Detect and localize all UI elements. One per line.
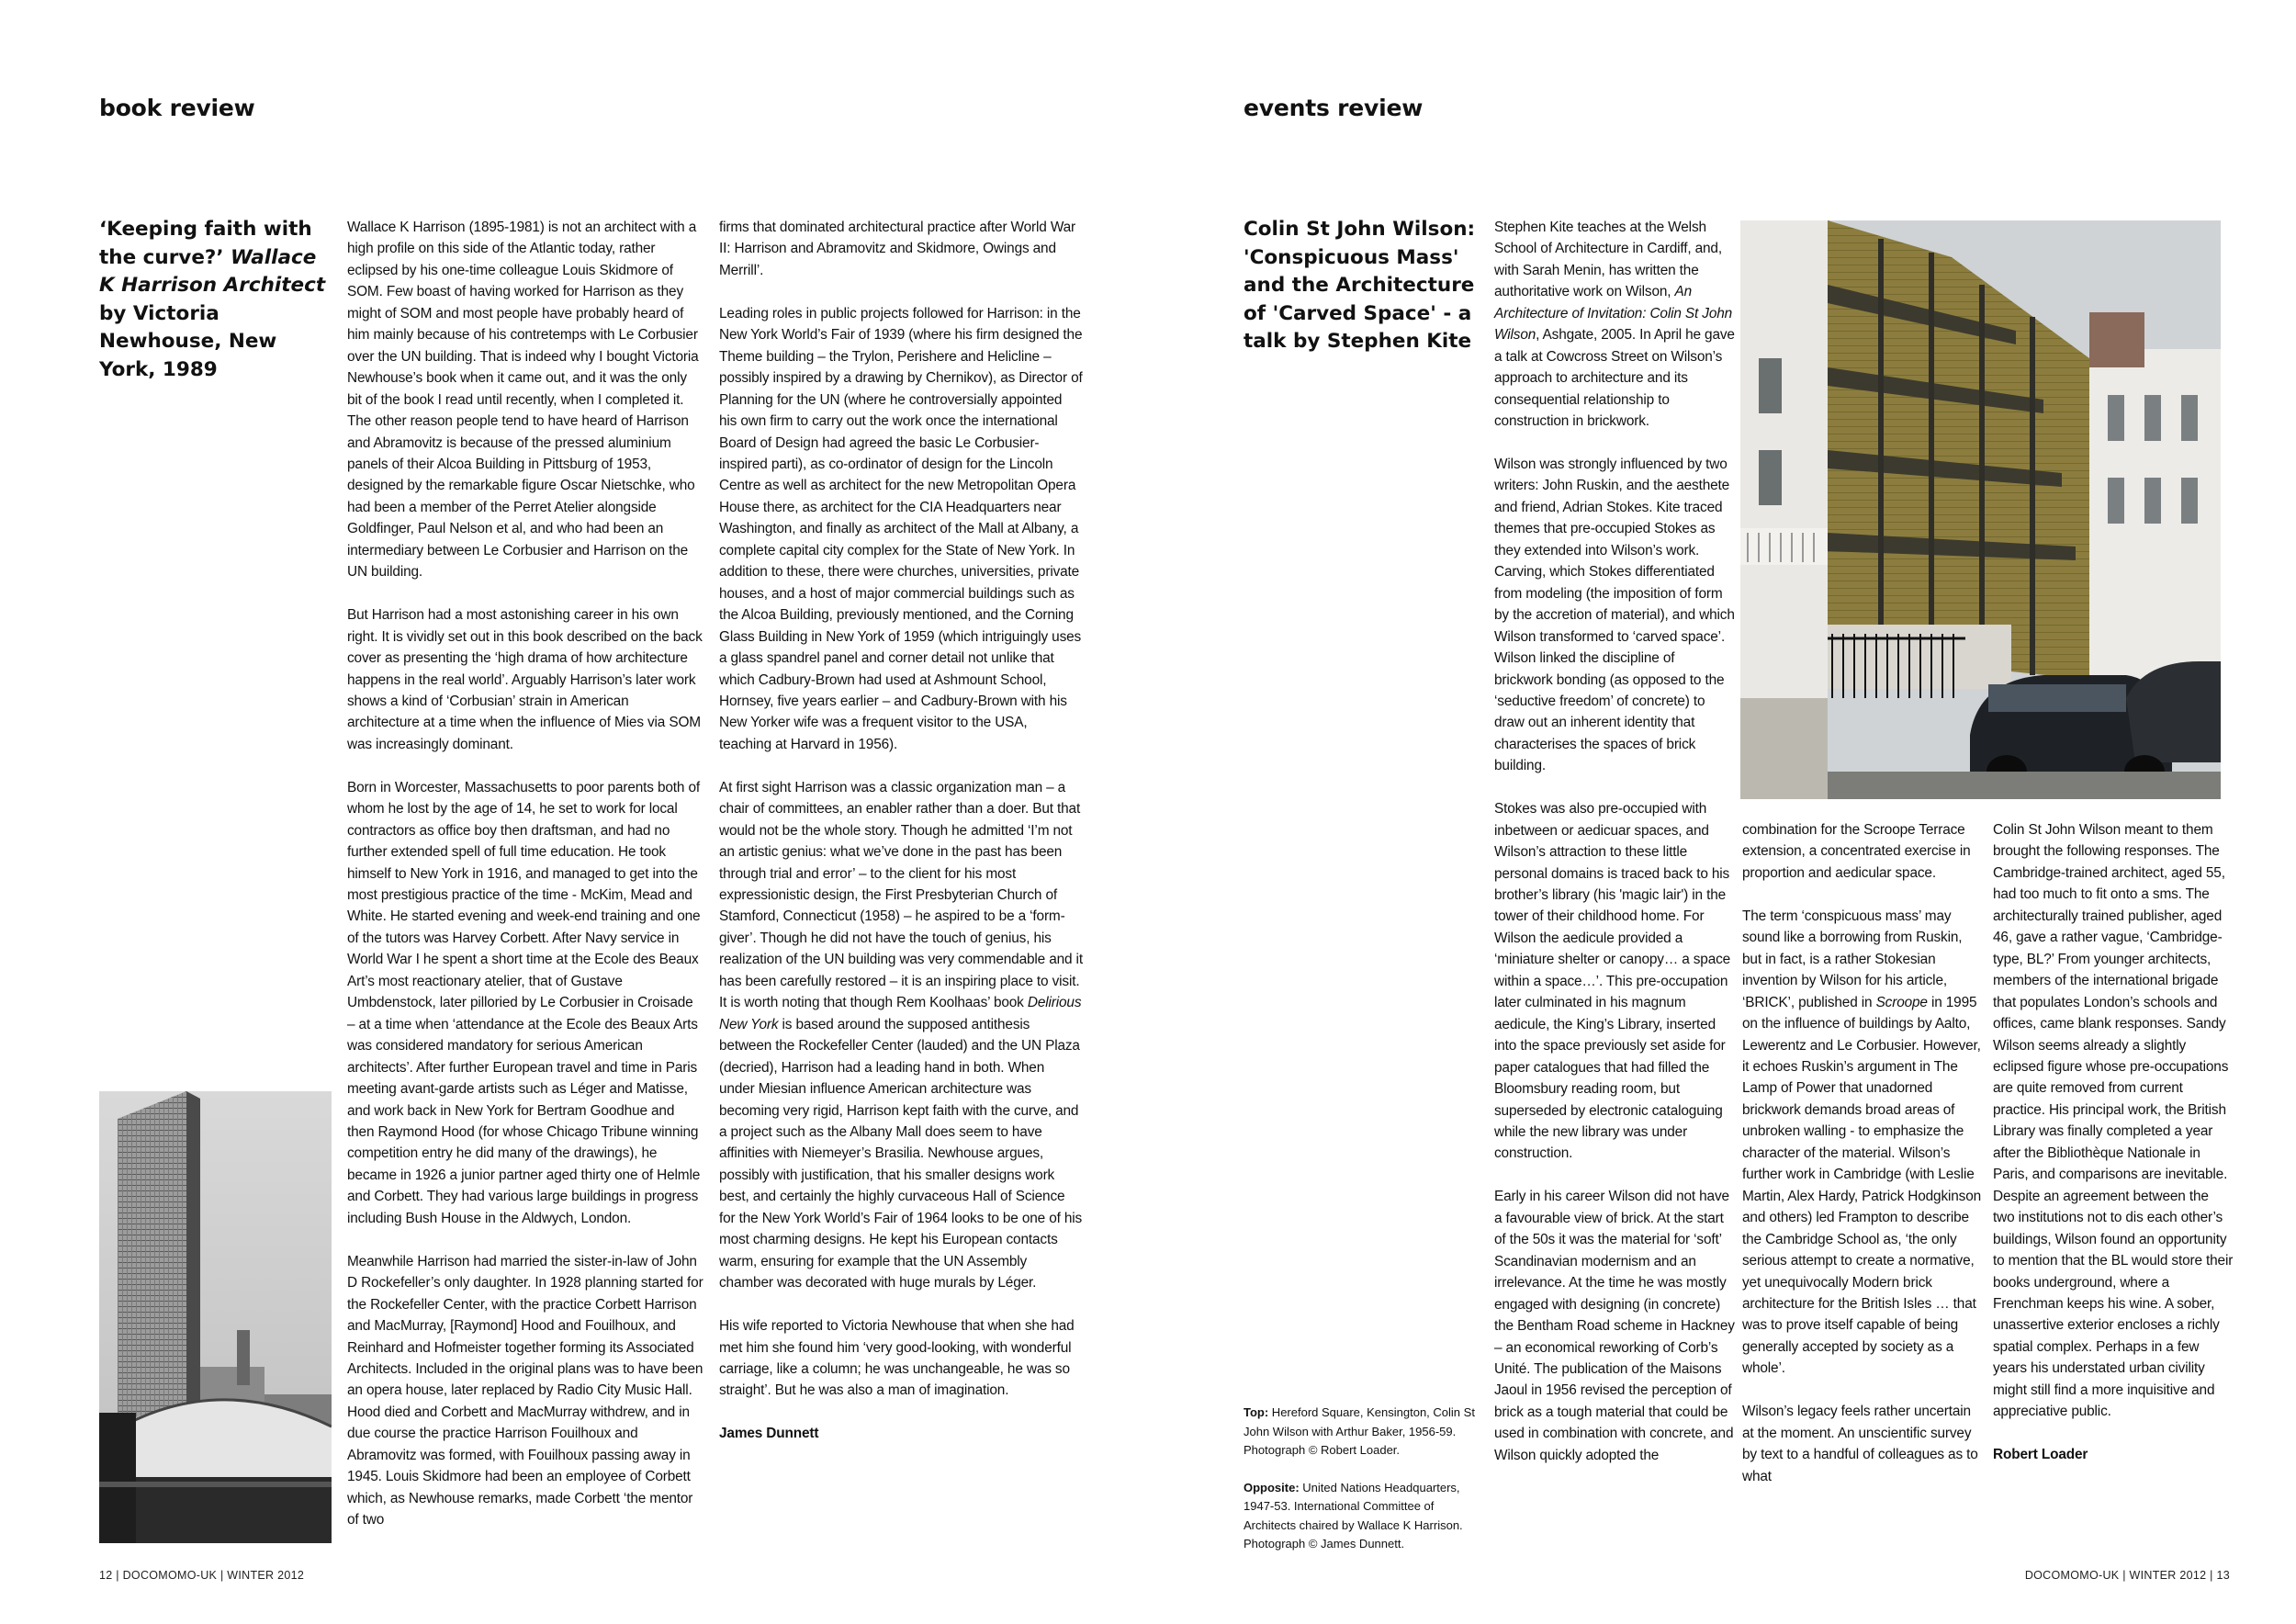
left-page-footer: 12 | DOCOMOMO-UK | WINTER 2012 <box>99 1569 305 1582</box>
paragraph: Stephen Kite teaches at the Welsh School of Architecture in Cardiff, and, with Sarah Menin, has written the authoritative work on Wilson, An Architecture of Invitation: Colin St John Wilson, Ashgate, 2005. In April he gave a talk at Cowcross Street on Wilson’s approach to architecture and its consequential relationship to construction in brickwork. <box>1494 220 1735 430</box>
paragraph: combination for the Scroope Terrace extension, a concentrated exercise in proportion and aedicular space. <box>1742 822 1971 881</box>
paragraph: Wallace K Harrison (1895-1981) is not an architect with a high profile on this side of the Atlantic today, rather eclipsed by his one-time colleague Louis Skidmore of SOM. Few boast of having worked for Harrison as they might of SOM and most people have probably heard of him mainly because of his contretemps with Le Corbusier over the UN building. That is indeed why I bought Victoria Newhouse’s book when it came out, and it was the only bit of the book I read until recently, when I completed it. The other reason people tend to have heard of Harrison and Abramovitz is because of the pressed aluminium panels of their Alcoa Building in Pittsburg of 1953, designed by the remarkable figure Oscar Nietschke, who had been a member of the Perret Atelier alongside Goldfinger, Paul Nelson et al, and who had been an intermediary between Le Corbusier and Harrison on the UN building. <box>347 220 699 581</box>
paragraph: Colin St John Wilson meant to them brought the following responses. The Cambridge-trained architect, aged 55, had too much to fit onto a sms. The architecturally trained publisher, aged 46, gave a rather vague, ‘Cambridge-type, BL?’ From younger architects, members of the international brigade that populates London’s schools and offices, came blank responses. Sandy Wilson seems already a slightly eclipsed figure whose pre-occupations are quite removed from current practice. His principal work, the British Library was finally completed a year after the Bibliothèque Nationale in Paris, and comparisons are inevitable. Despite an agreement between the two institutions not to dis each other’s buildings, Wilson found an opportunity to mention that the BL would store their books underground, where a Frenchman keeps his wine. A sober, unassertive exterior encloses a richly spatial complex. Perhaps in a few years his understated urban civility might still find a more inquisitive and appreciative public. <box>1993 822 2234 1420</box>
events-review-column-1 <box>1494 217 1736 1488</box>
events-review-column-2 <box>1742 819 1984 1508</box>
hereford-square-photo <box>1740 220 2221 799</box>
paragraph: His wife reported to Victoria Newhouse that when she had met him she found him ‘very good-looking, with wonderful carriage, like a column; he was unchangeable, he was so straight’. But he was also a man of imagination. <box>719 1318 1075 1399</box>
paragraph: firms that dominated architectural practice after World War II: Harrison and Abramovitz and Skidmore, Owings and Merrill’. <box>719 220 1076 278</box>
paragraph: At first sight Harrison was a classic organization man – a chair of committees, an enabler rather than a doer. But that would not be the whole story. Though he admitted ‘I’m not an artistic genius: what we’ve done in the past has been through trial and error’ – to the client for his most expressionistic design, the First Presbyterian Church of Stamford, Connecticut (1958) – he aspired to be a ‘form-giver’. Though he did not have the touch of genius, his realization of the UN building was very commendable and it has been carefully restored – it is an inspiring place to visit. It is worth noting that though Rem Koolhaas’ book Delirious New York is based around the supposed antithesis between the Rockefeller Center (lauded) and the UN Plaza (decried), Harrison had a leading hand in both. When under Miesian influence American architecture was becoming very rigid, Harrison kept faith with the curve, and a project such as the Albany Mall does seem to have affinities with Niemeyer’s Brasilia. Newhouse argues, possibly with justification, that his smaller designs work best, and certainly the highly curvaceous Hall of Science for the New York World’s Fair of 1964 looks to be one of his most charming designs. He kept his European contacts warm, ensuring for example that the UN Assembly chamber was decorated with huge murals by Léger. <box>719 779 1083 1291</box>
book-review-title: ‘Keeping faith with the curve?’ Wallace K Harrison Architect by Victoria Newhouse, New York, 1989 <box>99 218 326 381</box>
photo-captions <box>1244 1404 1484 1573</box>
caption-opposite: Opposite: United Nations Headquarters, 1947-53. International Committee of Architects chaired by Wallace K Harrison. Photograph © James Dunnett. <box>1244 1480 1463 1551</box>
section-heading-events-review: events review <box>1244 95 1424 121</box>
events-review-title: Colin St John Wilson: 'Conspicuous Mass' and the Architecture of 'Carved Space' - a talk by Stephen Kite <box>1244 218 1476 353</box>
author-signature: Robert Loader <box>1993 1447 2088 1463</box>
book-review-column-2 <box>719 217 1083 1445</box>
paragraph: Born in Worcester, Massachusetts to poor parents both of whom he lost by the age of 14, he set to work for local contractors as office boy then draftsman, and had no further extended spell of full time education. He took himself to New York in 1916, and managed to get into the most prestigious practice of the time - McKim, Mead and White. He started evening and week-end training and one of the tutors was Harvey Corbett. After Navy service in World War I he spent a short time at the Ecole des Beaux Art’s most reactionary atelier, that of Gustave Umbdenstock, later pilloried by Le Corbusier in Croisade – at a time when ‘attendance at the Ecole des Beaux Arts was considered mandatory for serious American architects’. After further European travel and time in Paris meeting avant-garde artists such as Léger and Matisse, and work back in New York for Bertram Goodhue and then Raymond Hood (for whose Chicago Tribune winning competition entry he did many of the drawings), he became in 1926 a junior partner aged thirty one of Helmle and Corbett. They had various large buildings in progress including Bush House in the Aldwych, London. <box>347 779 701 1226</box>
author-signature: James Dunnett <box>719 1426 819 1442</box>
paragraph: Early in his career Wilson did not have a favourable view of brick. At the start of the 50s it was the material for ‘soft’ Scandinavian modernism and an irrelevance. At the time he was mostly engaged with designing (in concrete) the Bentham Road scheme in Hackney – an economical reworking of Corb’s Unité. The publication of the Maisons Jaoul in 1956 revised the perception of brick as a tough material that could be used in combination with concrete, and Wilson quickly adopted the <box>1494 1189 1735 1463</box>
un-headquarters-photo <box>99 1091 332 1543</box>
paragraph: The term ‘conspicuous mass’ may sound like a borrowing from Ruskin, but in fact, is a rather Stokesian invention by Wilson for his article, ‘BRICK’, published in Scroope in 1995 on the influence of buildings by Aalto, Lewerentz and Le Corbusier. However, it echoes Ruskin’s argument in The Lamp of Power that unadorned brickwork demands broad areas of unbroken walling - to emphasize the character of the material. Wilson’s further work in Cambridge (with Leslie Martin, Alex Hardy, Patrick Hodgkinson and others) led Frampton to describe the Cambridge School as, ‘the only serious attempt to create a normative, yet unequivocally Modern brick architecture for the British Isles … that was to prove itself capable of being generally accepted by society as a whole’. <box>1742 908 1982 1377</box>
caption-top: Top: Hereford Square, Kensington, Colin St John Wilson with Arthur Baker, 1956-59. Photograph © Robert Loader. <box>1244 1405 1475 1457</box>
paragraph: But Harrison had a most astonishing career in his own right. It is vividly set out in this book described on the back cover as presenting the ‘high drama of how architecture happens in the real world’. Arguably Harrison’s later work shows a kind of ‘Corbusian’ strain in American architecture at a time when the influence of Mies via SOM was increasingly dominant. <box>347 607 703 752</box>
paragraph: Wilson was strongly influenced by two writers: John Ruskin, and the aesthete and friend, Adrian Stokes. Kite traced themes that pre-occupied Stokes as they extended into Wilson’s work. Carving, which Stokes differentiated from modeling (the imposition of form by the accretion of material), and which Wilson transformed to ‘carved space’. Wilson linked the discipline of brickwork bonding (as opposed to the ‘seductive freedom’ of concrete) to draw out an inherent identity that characterises the spaces of brick building. <box>1494 456 1735 774</box>
events-review-column-3 <box>1993 819 2234 1466</box>
paragraph: Stokes was also pre-occupied with inbetween or aedicuar spaces, and Wilson’s attraction to these little personal domains is traced back to his brother’s library (his 'magic lair') in the tower of their childhood home. For Wilson the aedicule provided a ‘miniature shelter or canopy… a space within a space…’. This pre-occupation later culminated in his magnum aedicule, the King’s Library, inserted into the space previously set aside for paper catalogues that had filled the Bloomsbury reading room, but superseded by electronic cataloguing while the new library was under construction. <box>1494 801 1731 1162</box>
section-heading-book-review: book review <box>99 95 255 121</box>
book-review-column-1 <box>347 217 703 1552</box>
paragraph: Wilson’s legacy feels rather uncertain at the moment. An unscientific survey by text to a handful of colleagues as to what <box>1742 1404 1978 1484</box>
right-page-footer: DOCOMOMO-UK | WINTER 2012 | 13 <box>2024 1569 2230 1582</box>
paragraph: Leading roles in public projects followed for Harrison: in the New York World’s Fair of 1939 (where his firm designed the Theme building – the Trylon, Perishere and Helicline – possibly inspired by a drawing by Chernikov), as Director of Planning for the UN (where he controversially appointed his own firm to carry out the work once the international Board of Design had agreed the basic Le Corbusier-inspired parti), as co-ordinator of design for the Lincoln Centre as well as architect for the new Metropolitan Opera House there, as architect for the CIA Headquarters near Washington, and finally as architect of the Mall at Albany, a complete capital city complex for the State of New York. In addition to these, there were churches, universities, private houses, and a host of major commercial buildings such as the Alcoa Building, previously mentioned, and the Corning Glass Building in New York of 1959 (which intriguingly uses a glass spandrel panel and corner detail not unlike that which Cadbury-Brown had used at Ashmount School, Hornsey, five years earlier – and Cadbury-Brown with his New Yorker wife was a frequent visitor to the USA, teaching at Harvard in 1956). <box>719 305 1083 752</box>
paragraph: Meanwhile Harrison had married the sister-in-law of John D Rockefeller’s only daughter. In 1928 planning started for the Rockefeller Center, with the practice Corbett Harrison and MacMurray, [Raymond] Hood and Fouilhoux, and Reinhard and Hofmeister together forming its Associated Architects. Included in the original plans was to have been an opera house, later replaced by Radio City Music Hall. Hood died and Corbett and MacMurray withdrew, and in due course the practice Harrison Fouilhoux and Abramovitz was formed, with Fouilhoux passing away in 1945. Louis Skidmore had been an employee of Corbett which, as Newhouse remarks, made Corbett ‘the mentor of two <box>347 1253 703 1528</box>
